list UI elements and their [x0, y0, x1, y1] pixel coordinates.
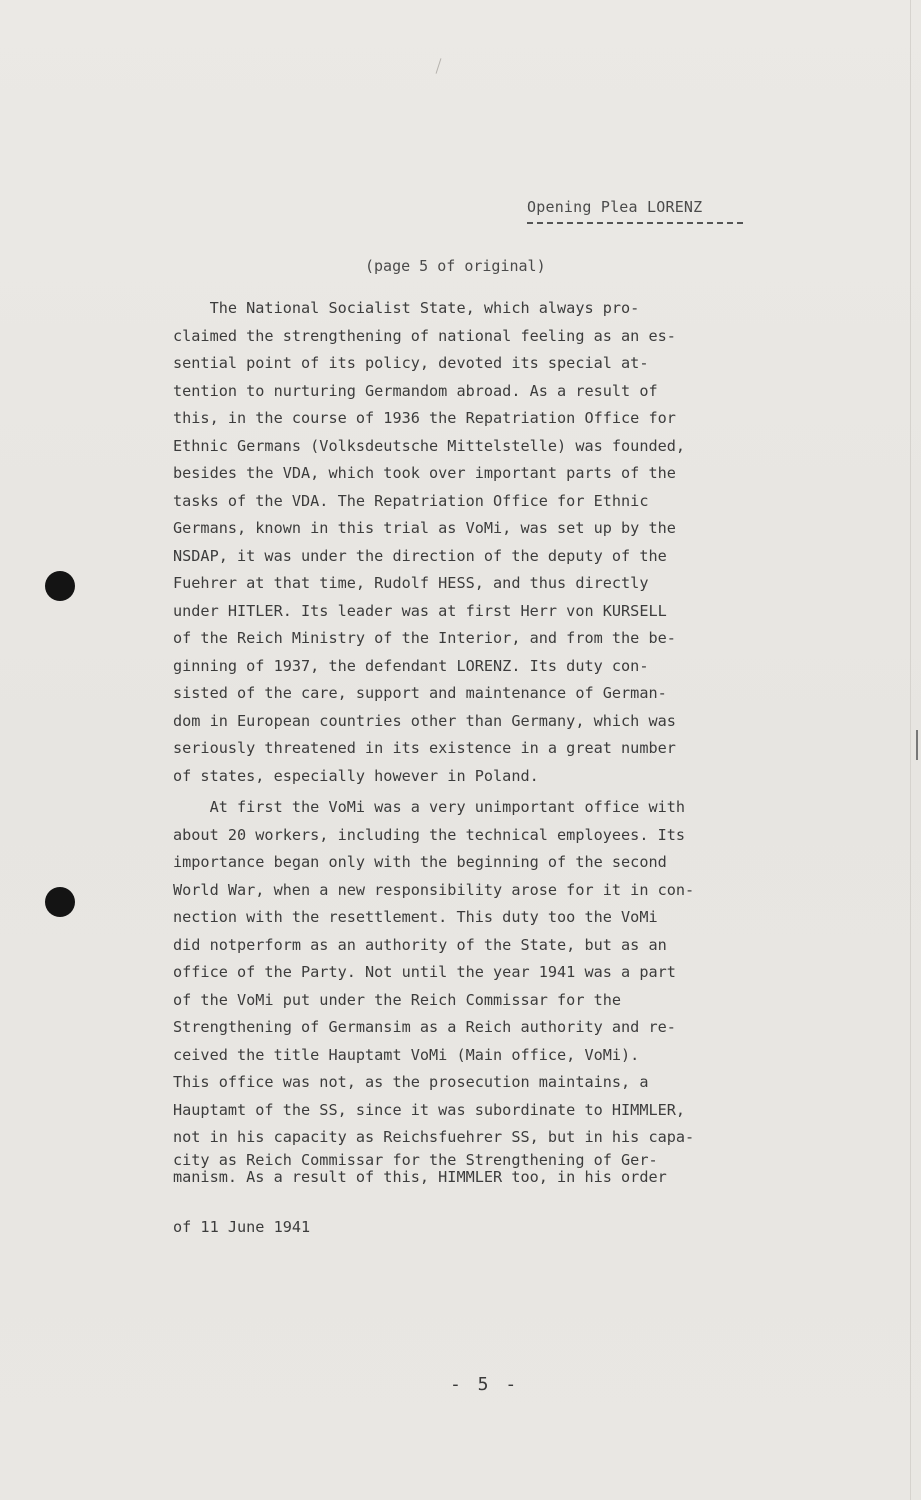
text-line: sential point of its policy, devoted its special at- [173, 354, 649, 372]
text-line: seriously threatened in its existence in a great number [173, 739, 676, 757]
text-line: Ethnic Germans (Volksdeutsche Mittelstelle) was founded, [173, 436, 686, 455]
text-line: The National Socialist State, which always pro- [173, 299, 640, 317]
text-line: claimed the strengthening of national feeling as an es- [173, 326, 676, 345]
text-line: sisted of the care, support and maintenance of German- [173, 684, 667, 702]
text-line: this, in the course of 1936 the Repatriation Office for [173, 409, 676, 427]
document-subheader: (page 5 of original) [365, 257, 546, 275]
paragraph-1 [173, 295, 833, 790]
text-line: office of the Party. Not until the year 1941 was a part [173, 963, 676, 981]
text-line: of states, especially however in Poland. [173, 766, 539, 785]
text-line: Hauptamt of the SS, since it was subordinate to HIMMLER, [173, 1100, 686, 1119]
punch-hole-icon [45, 887, 75, 917]
pencil-mark [436, 58, 442, 74]
text-line: Strengthening of Germansim as a Reich authority and re- [173, 1018, 676, 1036]
text-line: did notperform as an authority of the State, but as an [173, 935, 667, 954]
page-edge [910, 0, 911, 1500]
text-line: of the VoMi put under the Reich Commissar for the [173, 990, 622, 1009]
text-line: nection with the resettlement. This duty too the VoMi [173, 908, 658, 926]
text-line: Germans, known in this trial as VoMi, was set up by the [173, 519, 676, 537]
text-line: manism. As a result of this, HIMMLER too, in his order [173, 1167, 667, 1186]
text-line: NSDAP, it was under the direction of the deputy of the [173, 546, 667, 565]
margin-mark [916, 730, 918, 760]
text-line: Fuehrer at that time, Rudolf HESS, and thus directly [173, 574, 649, 592]
text-line: ginning of 1937, the defendant LORENZ. Its duty con- [173, 656, 649, 675]
text-line: World War, when a new responsibility arose for it in con- [173, 880, 695, 899]
text-line: besides the VDA, which took over important parts of the [173, 464, 676, 482]
text-line: not in his capacity as Reichsfuehrer SS, but in his capa- [173, 1128, 695, 1146]
punch-hole-icon [45, 571, 75, 601]
last-line: of 11 June 1941 [173, 1218, 311, 1236]
text-line: tention to nurturing Germandom abroad. As a result of [173, 381, 658, 400]
text-line: tasks of the VDA. The Repatriation Office for Ethnic [173, 491, 649, 510]
body-text [173, 295, 833, 1186]
header-underline [527, 222, 743, 224]
text-line: city as Reich Commissar for the Strengthening of Ger- [173, 1150, 658, 1169]
text-line: ceived the title Hauptamt VoMi (Main office, VoMi). [173, 1045, 640, 1064]
text-line: This office was not, as the prosecution maintains, a [173, 1073, 649, 1091]
text-line: of the Reich Ministry of the Interior, and from the be- [173, 629, 676, 647]
text-line: about 20 workers, including the technical employees. Its [173, 825, 686, 844]
text-line: dom in European countries other than Germany, which was [173, 711, 676, 730]
page-number: - 5 - [450, 1374, 520, 1395]
paragraph-2 [173, 794, 833, 1186]
text-line: At first the VoMi was a very unimportant office with [173, 798, 686, 816]
text-line: under HITLER. Its leader was at first Herr von KURSELL [173, 601, 667, 620]
document-header: Opening Plea LORENZ [527, 198, 703, 216]
text-line: importance began only with the beginning of the second [173, 853, 667, 871]
